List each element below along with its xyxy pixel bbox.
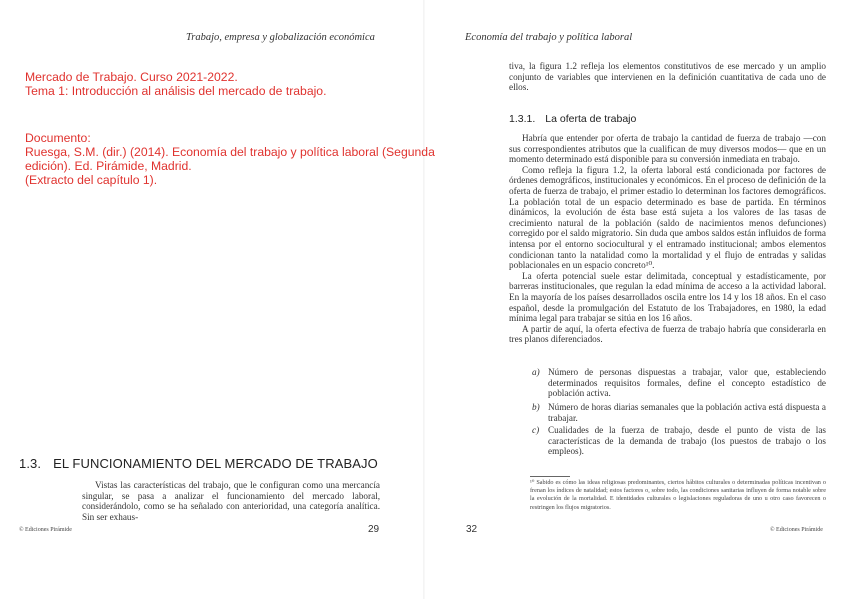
list-label-b: b) xyxy=(532,402,540,412)
document-reference xyxy=(25,131,435,187)
list-text-b: Número de horas diarias semanales que la población activa está dispuesta a trabajar. xyxy=(548,402,826,423)
list-item-a xyxy=(532,367,826,399)
list-text-a: Número de personas dispuestas a trabajar, valor que, estableciendo determinados requisitos formales, define el concepto estadístico de población activa. xyxy=(548,367,826,399)
list-text-c: Cualidades de la fuerza de trabajo, desde el punto de vista de las características de la demanda de trabajo (los puestos de trabajo o los empleos). xyxy=(548,425,826,457)
paragraph-2: Como refleja la figura 1.2, la oferta laboral está condicionada por factores de órdenes demográficos, institucionales y económicos. En el proceso de definición de la oferta de fuerza de trabajo, el primer estadio lo determinan los factores demográficos. La población total de un espacio determinado es base de partida. En términos dinámicos, la evolución de ésta base está sujeta a los valores de las tasas de crecimiento natural de la población (saldo de nacimientos menos defunciones) corregido por el saldo migratorio. Sin duda que ambos saldos están influidos de forma intensa por el entorno sociocultural y el entramado institucional; ambos elementos condicionan tanto la natalidad como la mortalidad y el flujo de entradas y salidas poblacionales en un espacio concreto¹⁰. xyxy=(509,164,826,271)
right-page-number: 32 xyxy=(466,524,478,535)
left-running-head: Trabajo, empresa y globalización económica xyxy=(186,32,375,43)
intro-paragraph: tiva, la figura 1.2 refleja los elementos constitutivos de ese mercado y un amplio conjunto de variables que intervienen en la definición cuantitativa de cada uno de ellos. xyxy=(509,61,826,93)
right-footer: © Ediciones Pirámide xyxy=(770,527,823,533)
footnote-rule xyxy=(530,476,570,477)
reference-line-3: (Extracto del capítulo 1). xyxy=(25,173,158,187)
list-item-b xyxy=(532,402,826,423)
paragraph-3: La oferta potencial suele estar delimitada, conceptual y estadísticamente, por barreras institucionales, que regulan la edad mínima de acceso a la actividad laboral. En la mayoría de los países desarrollados oscila entre los 14 y los 18 años. En el caso español, desde la promulgación del Estatuto de los Trabajadores, en 1980, la edad mínima legal para trabajar se sitúa en los 16 años. xyxy=(509,270,826,324)
subsection-heading xyxy=(509,113,636,125)
right-body xyxy=(509,133,826,345)
course-title: Mercado de Trabajo. Curso 2021-2022. xyxy=(25,70,238,84)
left-body xyxy=(82,480,380,522)
left-footer: © Ediciones Pirámide xyxy=(19,527,72,533)
footnote: ¹⁰ Sabido es cómo las ideas religiosas predominantes, ciertos hábitos culturales o determinadas políticas incentivan o frenan los índices de natalidad; estos factores o, sobre todo, las condiciones sanitarias influyen de forma notable sobre la evolución de la mortalidad. E identidades culturales o legislaciones reguladoras de uno u otro caso favorecen o restringen los flujos migratorios. xyxy=(530,479,826,511)
list-label-c: c) xyxy=(532,425,540,435)
section-number: 1.3. xyxy=(19,456,42,471)
document-label: Documento: xyxy=(25,131,91,145)
section-title: EL FUNCIONAMIENTO DEL MERCADO DE TRABAJO xyxy=(53,456,378,471)
paragraph-1: Habría que entender por oferta de trabajo la cantidad de fuerza de trabajo —con sus correspondientes atributos que la cualifican de muy diversos modos— que en un momento determinado está disponible para su conversión inmediata en trabajo. xyxy=(509,133,826,165)
right-intro xyxy=(509,61,826,93)
left-page-number: 29 xyxy=(368,524,380,535)
section-heading xyxy=(19,456,378,471)
course-note xyxy=(25,70,425,98)
topic-title: Tema 1: Introducción al análisis del mercado de trabajo. xyxy=(25,84,327,98)
left-paragraph: Vistas las características del trabajo, que le configuran como una mercancía singular, se pasa a analizar el funcionamiento del mercado laboral, considerándolo, como se ha señalado con anterioridad, una categoría analítica. Sin ser exhaus- xyxy=(82,480,380,522)
list-label-a: a) xyxy=(532,367,540,377)
list-item-c xyxy=(532,425,826,457)
subsection-title: La oferta de trabajo xyxy=(545,113,637,125)
paragraph-4: A partir de aquí, la oferta efectiva de fuerza de trabajo habría que considerarla en tres planos diferenciados. xyxy=(509,323,826,345)
reference-line-1: Ruesga, S.M. (dir.) (2014). Economía del trabajo y política laboral (Segunda xyxy=(25,145,435,159)
subsection-number: 1.3.1. xyxy=(509,113,536,125)
right-running-head: Economía del trabajo y política laboral xyxy=(465,32,633,43)
reference-line-2: edición). Ed. Pirámide, Madrid. xyxy=(25,159,192,173)
